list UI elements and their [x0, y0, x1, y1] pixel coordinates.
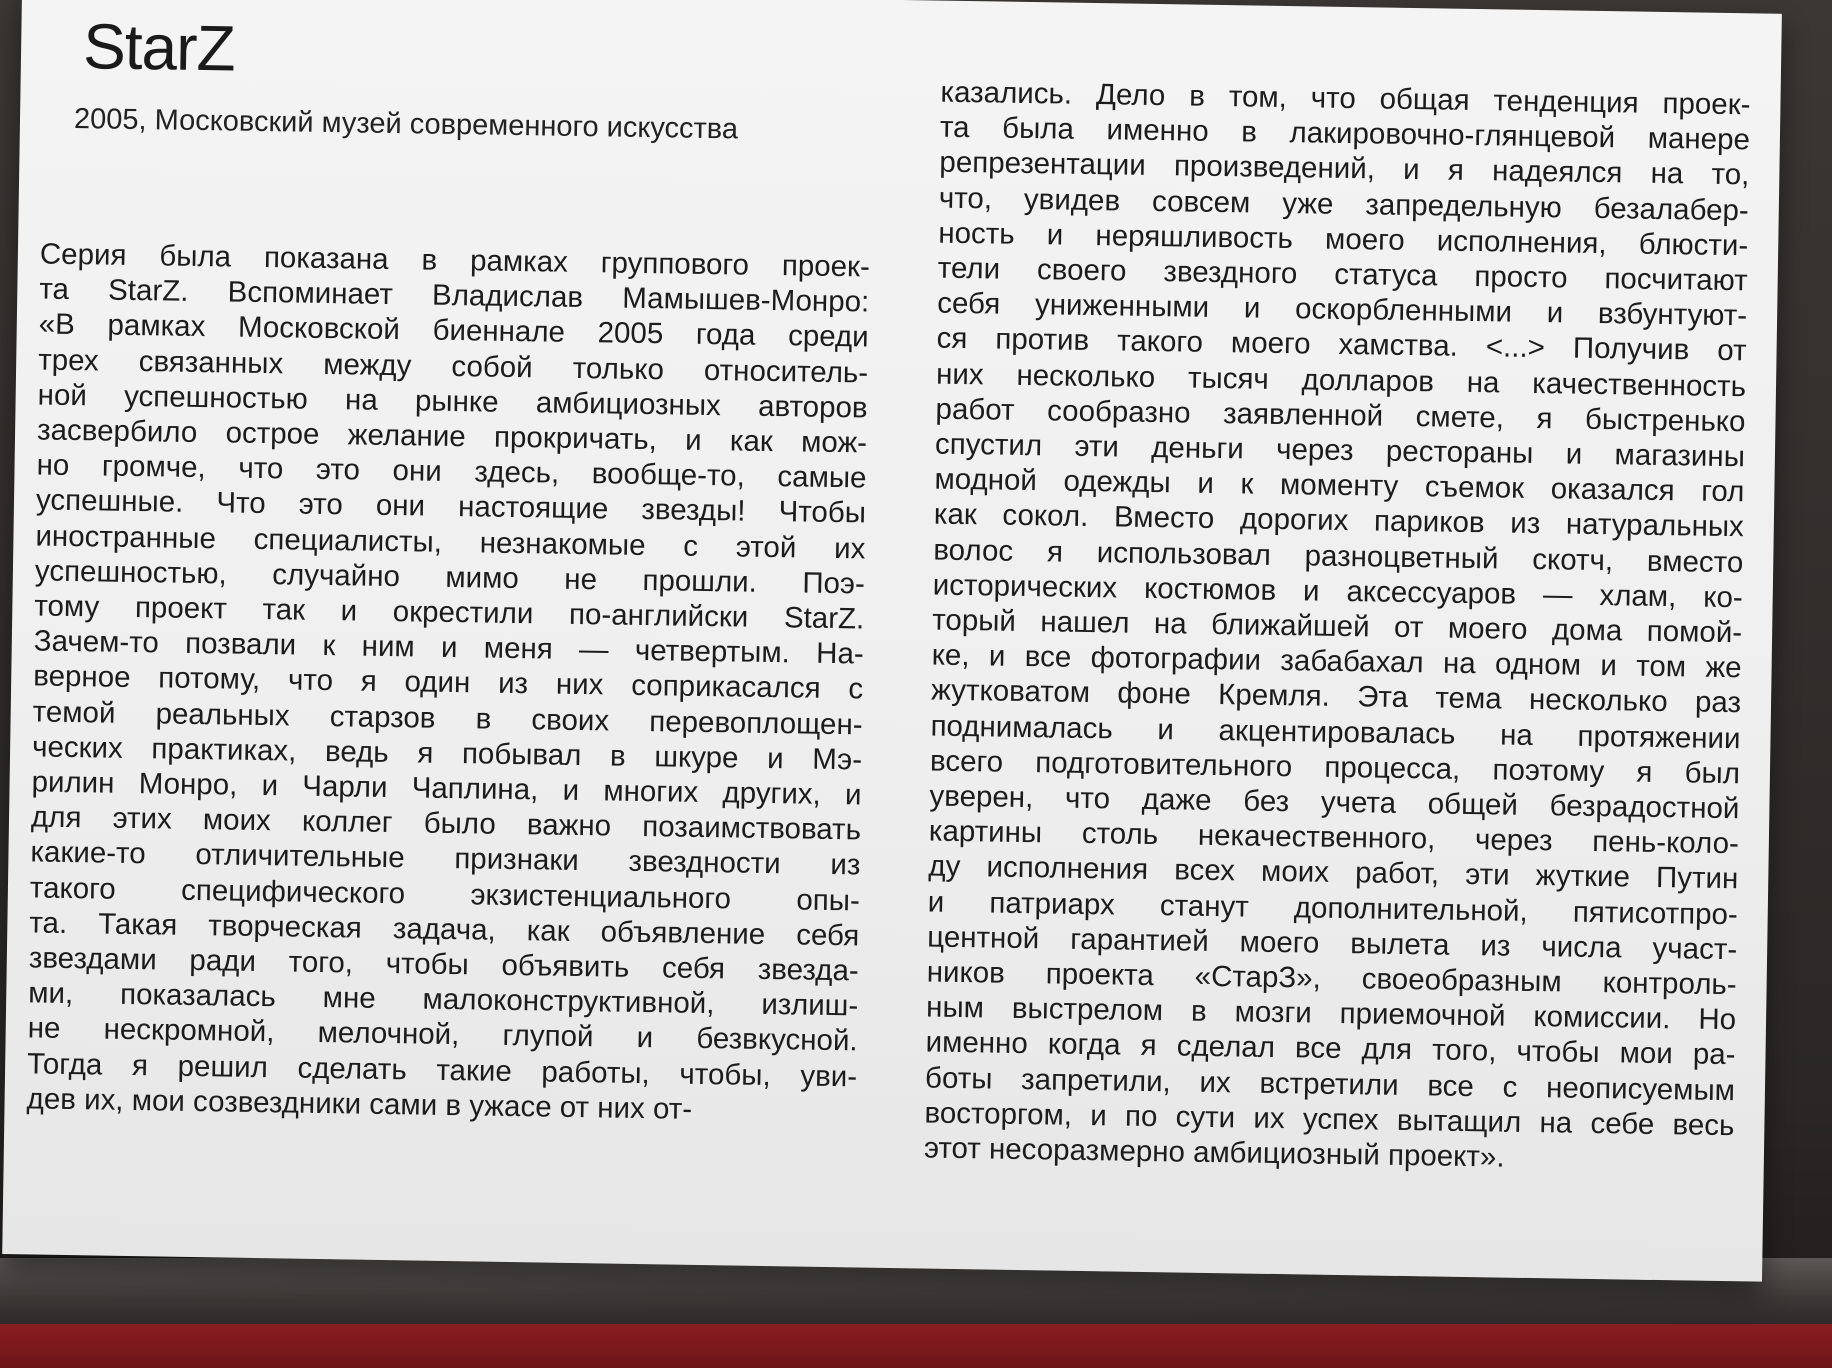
text-line: торый нашел на ближайшей от моего дома помой-	[932, 603, 1743, 650]
text-column-right	[924, 75, 1751, 1179]
text-line: не нескромной, мелочной, глупой и безвкусной.	[27, 1011, 858, 1058]
text-line: модной одежды и к моменту съемок оказался гол	[934, 462, 1745, 509]
text-line: центной гарантией моего вылета из числа участ-	[927, 920, 1738, 967]
text-line: ми, показалась мне малоконструктивной, излиш-	[28, 976, 859, 1023]
text-line: рилин Монро, и Чарли Чаплина, и многих других, и	[31, 765, 862, 812]
text-line: та StarZ. Вспоминает Владислав Мамышев-Монро:	[39, 272, 870, 319]
text-line: ся против такого моего хамства. <...> Получив от	[936, 322, 1747, 368]
text-line: волос я использовал разноцветный скотч, вместо	[933, 533, 1744, 579]
text-line: ным выстрелом в мозги приемочной комиссии. Но	[925, 990, 1737, 1037]
text-line: работ сообразно заявленной смете, я быстренько	[935, 392, 1746, 439]
text-line: какие-то отличительные признаки звездности из	[30, 835, 861, 882]
text-line: ду исполнения всех моих работ, эти жуткие Путин	[928, 849, 1739, 896]
text-line: боты запретили, их встретили все с неописуемым	[924, 1061, 1736, 1107]
text-line: засвербило острое желание прокричать, и как мож-	[36, 413, 868, 460]
text-line: та была именно в лакировочно-глянцевой манере	[939, 110, 1751, 157]
text-line: как сокол. Вместо дорогих париков из натуральных	[933, 498, 1745, 544]
text-line: дев их, мои созвездники сами в ужасе от них от-	[26, 1082, 693, 1126]
red-floor-strip	[0, 1324, 1832, 1368]
text-line: тому проект так и окрестили по-английски StarZ.	[34, 589, 865, 636]
text-line: «В рамках Московской биеннале 2005 года среди	[38, 307, 869, 354]
text-line: успешные. Что это они настоящие звезды! Чтобы	[35, 483, 867, 530]
text-line: темой реальных старзов в своих перевоплощен-	[32, 695, 863, 742]
text-line: ке, и все фотографии забабахал на одном и том же	[931, 638, 1742, 685]
text-line: них несколько тысяч долларов на качественность	[935, 357, 1747, 403]
text-line: ность и неряшливость моего исполнения, блюсти-	[938, 216, 1749, 263]
text-line: картины столь некачественного, через пень-коло-	[928, 814, 1740, 861]
text-line: себя униженными и оскорбленными и взбунтуют-	[936, 286, 1748, 333]
text-line: казались. Дело в том, что общая тенденция проек-	[940, 75, 1751, 122]
text-line: та. Такая творческая задача, как объявление себя	[29, 906, 860, 953]
text-line: Зачем-то позвали к ним и меня — четвертым. На-	[33, 624, 864, 671]
text-column-left	[26, 236, 870, 1129]
text-line: трех связанных между собой только относитель-	[37, 343, 869, 390]
text-line: Тогда я решил сделать такие работы, чтобы, уви-	[26, 1047, 858, 1094]
text-line: этот несоразмерно амбициозный проект».	[923, 1131, 1505, 1174]
text-line: ников проекта «СтарЗ», своеобразным контроль-	[926, 955, 1737, 1002]
text-line: звездами ради того, чтобы объявить себя звезда-	[28, 941, 860, 988]
text-line: для этих моих коллег было важно позаимствовать	[30, 800, 862, 847]
museum-plaque	[2, 0, 1782, 1282]
text-line: иностранные специалисты, незнакомые с этой их	[35, 519, 866, 566]
plaque-subtitle: 2005, Московский музей современного искусства	[73, 103, 739, 146]
text-line: тели своего звездного статуса просто посчитают	[937, 251, 1748, 298]
text-line: восторгом, и по сути их успех вытащил на себе весь	[924, 1096, 1735, 1143]
text-line: но громче, что это они здесь, вообще-то, самые	[36, 448, 867, 495]
text-line: жутковатом фоне Кремля. Эта тема несколько раз	[930, 673, 1742, 720]
text-line: Серия была показана в рамках группового проек-	[39, 237, 871, 284]
text-line: всего подготовительного процесса, поэтому я был	[929, 744, 1741, 791]
text-line: что, увидев совсем уже запредельную безалабер-	[938, 181, 1750, 227]
text-line: спустил эти деньги через рестораны и магазины	[934, 427, 1746, 474]
text-line: верное потому, что я один из них соприкасался с	[33, 659, 864, 706]
text-line: и патриарх станут дополнительной, пятисотпро-	[927, 885, 1738, 931]
text-line: исторических костюмов и аксессуаров — хлам, ко-	[932, 568, 1743, 615]
plaque-title: StarZ	[82, 10, 236, 85]
text-line: репрезентации произведений, и я надеялся на то,	[939, 146, 1750, 192]
text-line: уверен, что даже без учета общей безрадостной	[929, 779, 1740, 826]
text-line: успешностью, случайно мимо не прошли. Поэ-	[34, 554, 866, 601]
text-line: поднималась и акцентировалась на протяжении	[930, 709, 1741, 755]
text-line: именно когда я сделал все для того, чтобы мои ра-	[925, 1025, 1736, 1072]
text-line: ческих практиках, ведь я побывал в шкуре и Мэ-	[31, 730, 863, 777]
text-line: ной успешностью на рынке амбициозных авторов	[37, 378, 868, 425]
text-line: такого специфического экзистенциального опы-	[29, 871, 861, 918]
